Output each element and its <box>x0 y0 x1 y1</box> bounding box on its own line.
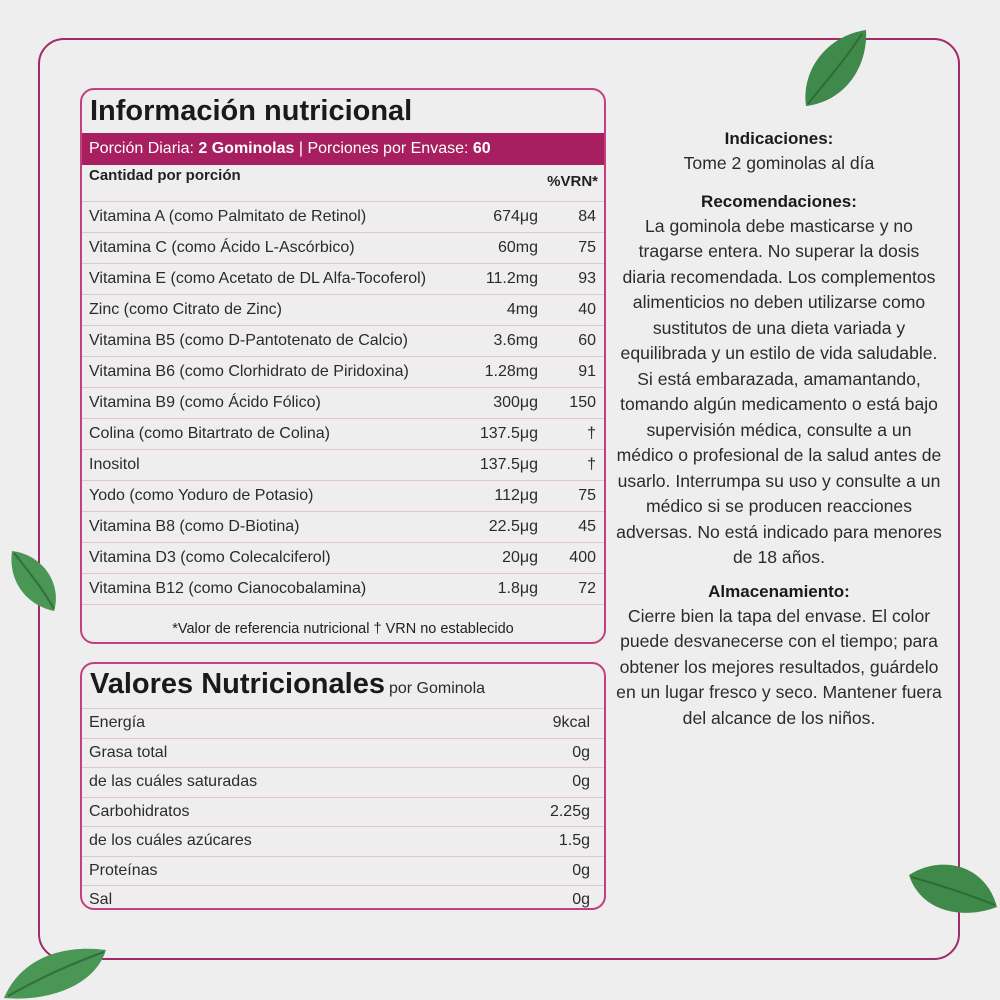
servings-per-container-value: 60 <box>472 140 491 157</box>
table-row <box>82 480 604 511</box>
nutrient-vrn: 40 <box>578 301 596 318</box>
value-name: Proteínas <box>89 861 158 879</box>
table-row <box>82 418 604 449</box>
nutrient-vrn: 60 <box>578 332 596 349</box>
value-name: Energía <box>89 714 146 731</box>
nutrient-vrn: 72 <box>578 580 596 597</box>
value-amount: 0g <box>572 861 590 879</box>
storage-text: Cierre bien la tapa del envase. El color puede desvanecerse con el tiempo; para obtener los mejores resultados, guárdelo en un lugar fresco y seco. Mantener fuera del alcance de los niños. <box>616 605 942 728</box>
nutrient-name: Zinc (como Citrato de Zinc) <box>89 301 282 318</box>
indications-text: Tome 2 gominolas al día <box>683 153 875 173</box>
nutrient-amount: 300μg <box>493 394 538 411</box>
recommendations-text: La gominola debe masticarse y no tragarse entera. No superar la dosis diaria recomendada. Los complementos alimenticios no deben utilizarse como sustitutos de una dieta variada y equilibrada y un estilo de vida saludable. Si está embarazada, amamantando, tomando algún medicamento o está bajo supervisión médica, consulte a un médico o profesional de la salud antes de usarlo. Interrumpa su uso y consulte a un médico si se producen reacciones adversas. No está indicado para menores de 18 años. <box>616 215 942 567</box>
table-row <box>82 201 604 232</box>
nutrient-amount: 3.6mg <box>493 332 538 349</box>
nutrient-name: Yodo (como Yoduro de Potasio) <box>89 487 314 504</box>
table-row <box>82 542 604 573</box>
nutrient-name: Vitamina E (como Acetato de DL Alfa-Tocoferol) <box>89 270 427 287</box>
values-subtitle: por Gominola <box>388 680 486 697</box>
nutrition-info-panel <box>80 88 606 644</box>
table-row <box>82 767 604 797</box>
value-amount: 2.25g <box>549 802 590 820</box>
table-row <box>82 232 604 263</box>
nutrient-vrn: † <box>587 456 596 473</box>
nutrient-amount: 137.5μg <box>479 456 538 473</box>
footnote: *Valor de referencia nutricional † VRN no establecido <box>172 621 514 637</box>
nutrient-name: Inositol <box>89 456 140 473</box>
nutrient-amount: 4mg <box>506 301 538 318</box>
nutrient-amount: 137.5μg <box>479 425 538 442</box>
vrn-header: %VRN* <box>547 173 598 190</box>
nutrient-name: Colina (como Bitartrato de Colina) <box>89 425 330 442</box>
nutrient-amount: 112μg <box>494 487 538 504</box>
servings-per-container-label: Porciones por Envase: <box>307 140 473 157</box>
value-name: de las cuáles saturadas <box>89 773 258 790</box>
table-row <box>82 708 604 738</box>
serving-label: Porción Diaria: <box>89 140 199 157</box>
value-rows <box>82 708 604 910</box>
nutrient-amount: 1.28mg <box>484 363 538 380</box>
storage-title: Almacenamiento: <box>708 581 850 601</box>
value-amount: 9kcal <box>552 714 590 731</box>
nutrient-vrn: 75 <box>578 239 596 256</box>
value-name: de los cuáles azúcares <box>89 832 252 849</box>
nutrient-vrn: 150 <box>569 394 596 411</box>
recommendations-title: Recomendaciones: <box>701 191 857 211</box>
serving-value: 2 Gominolas <box>198 140 295 157</box>
nutrient-amount: 674μg <box>493 208 538 225</box>
nutrient-vrn: 91 <box>578 363 596 380</box>
nutritional-values-panel <box>80 662 606 910</box>
leaf-icon <box>4 545 64 615</box>
nutrient-amount: 11.2mg <box>485 270 538 287</box>
nutrient-rows <box>82 201 604 604</box>
table-row <box>82 573 604 604</box>
table-row <box>82 856 604 886</box>
table-row <box>82 263 604 294</box>
nutrition-title: Información nutricional <box>90 95 413 127</box>
nutrient-vrn: 45 <box>578 518 596 535</box>
leaf-icon <box>796 26 876 116</box>
leaf-icon <box>0 940 110 1000</box>
indications-title: Indicaciones: <box>724 129 834 148</box>
nutrient-vrn: 75 <box>578 487 596 504</box>
serving-separator: | <box>294 140 308 157</box>
usage-info <box>616 126 942 731</box>
value-name: Sal <box>89 891 113 908</box>
nutrient-amount: 60mg <box>497 239 538 256</box>
table-row <box>82 511 604 542</box>
value-amount: 0g <box>572 743 590 761</box>
table-row <box>82 885 604 910</box>
value-amount: 1.5g <box>558 832 590 849</box>
column-header <box>82 165 604 201</box>
nutrient-vrn: 84 <box>578 208 596 225</box>
nutrient-name: Vitamina C (como Ácido L-Ascórbico) <box>89 239 355 256</box>
nutrient-vrn: † <box>587 425 596 442</box>
table-row <box>82 294 604 325</box>
nutrient-name: Vitamina B5 (como D-Pantotenato de Calcio) <box>89 332 408 349</box>
table-row <box>82 387 604 418</box>
nutrient-amount: 1.8μg <box>497 580 538 597</box>
serving-band <box>82 133 604 165</box>
value-amount: 0g <box>572 773 590 790</box>
nutrient-name: Vitamina B12 (como Cianocobalamina) <box>89 580 367 597</box>
table-row <box>82 356 604 387</box>
nutrient-name: Vitamina B9 (como Ácido Fólico) <box>89 394 321 411</box>
table-row <box>82 797 604 827</box>
values-title: Valores Nutricionales <box>90 668 385 700</box>
table-row <box>82 826 604 856</box>
amount-per-serving-header: Cantidad por porción <box>89 167 241 184</box>
nutrient-name: Vitamina D3 (como Colecalciferol) <box>89 549 331 566</box>
nutrient-amount: 22.5μg <box>488 518 538 535</box>
nutrient-name: Vitamina A (como Palmitato de Retinol) <box>89 208 367 225</box>
nutrient-amount: 20μg <box>502 549 538 566</box>
value-name: Grasa total <box>89 743 168 761</box>
nutrient-vrn: 400 <box>569 549 596 566</box>
nutrient-name: Vitamina B8 (como D-Biotina) <box>89 518 300 535</box>
value-amount: 0g <box>572 891 590 908</box>
values-title-row <box>82 664 604 708</box>
nutrient-vrn: 93 <box>578 270 596 287</box>
table-row <box>82 325 604 356</box>
leaf-icon <box>905 855 1000 925</box>
table-row <box>82 738 604 768</box>
table-row <box>82 449 604 480</box>
nutrient-name: Vitamina B6 (como Clorhidrato de Piridoxina) <box>89 363 409 380</box>
value-name: Carbohidratos <box>89 802 190 820</box>
